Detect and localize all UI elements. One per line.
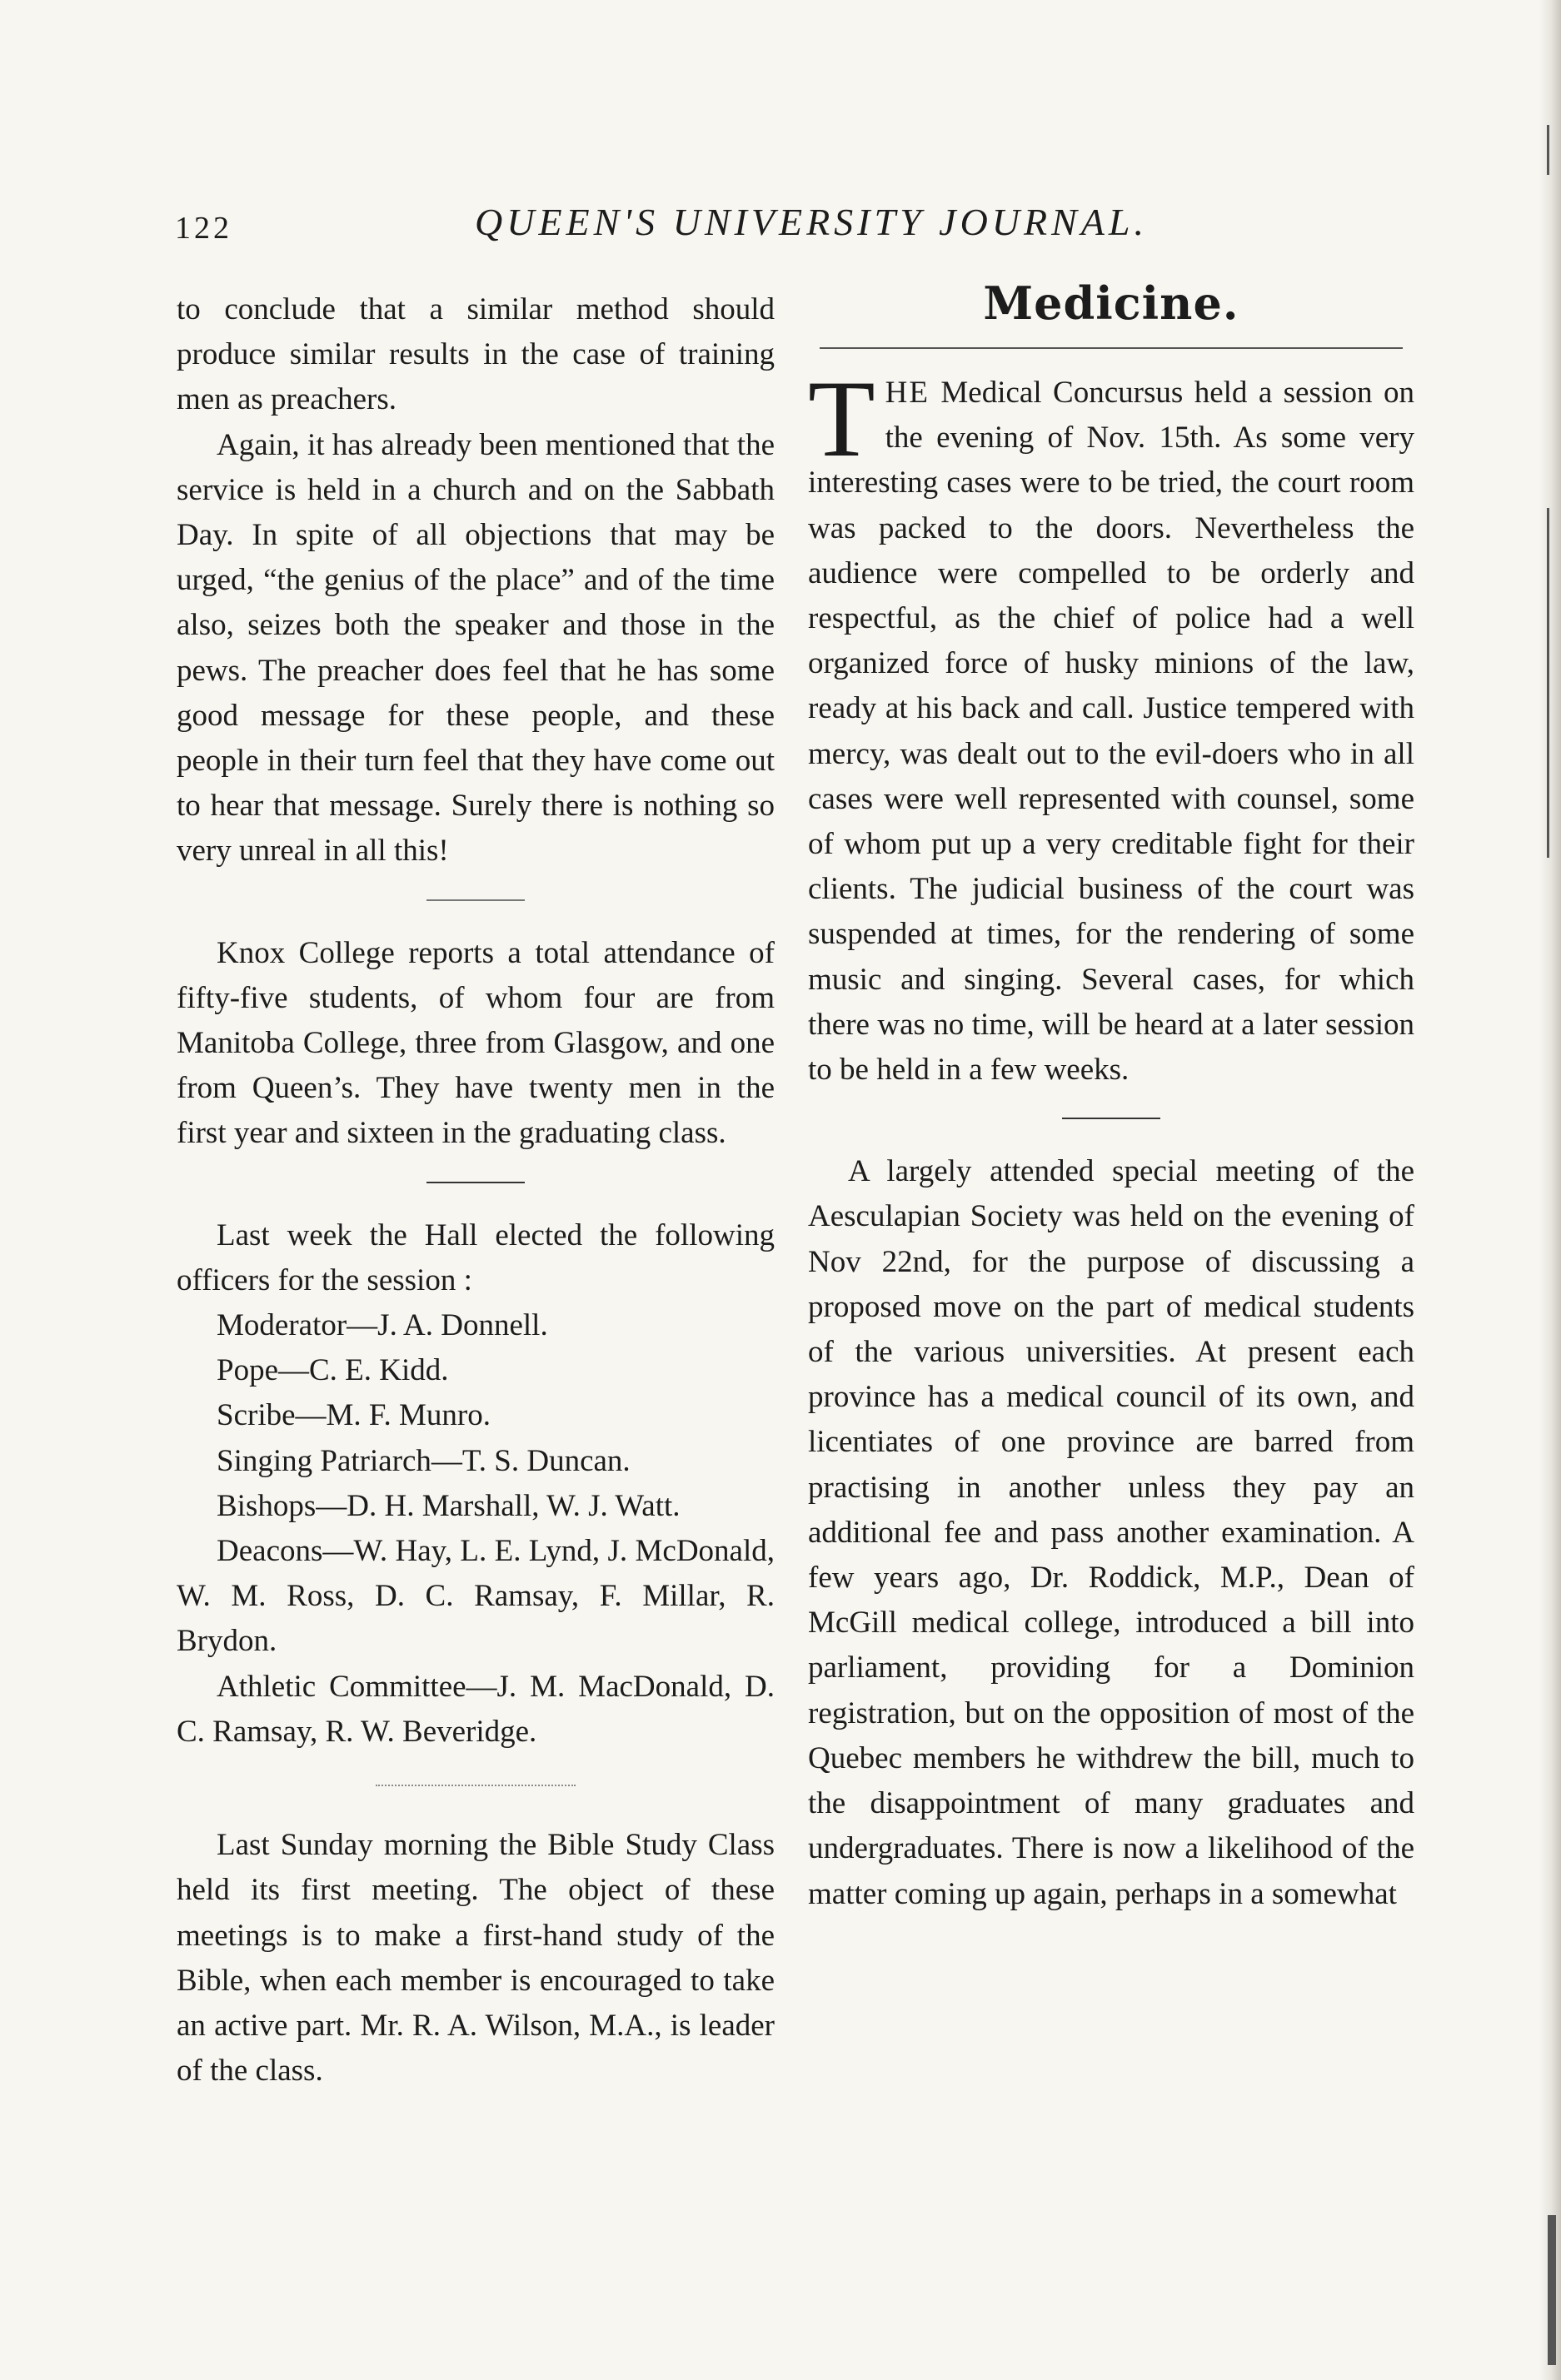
paragraph: to conclude that a similar method should produce similar results in the case of training men as preachers. bbox=[177, 292, 775, 417]
officer-item: Deacons—W. Hay, L. E. Lynd, J. McDonald, W. M. Ross, D. C. Ramsay, F. Millar, R. Brydon. bbox=[177, 1534, 775, 1659]
paragraph: Again, it has already been mentioned that the service is held in a church and on the Sabbath Day. In spite of all objections that may be urged, “the genius of the place” and of the time also, seizes both the speaker and those in the pews. The preacher does feel that he has some good message for these people, and these people in their turn feel that they have come out to hear that message. Surely there is nothing so very unreal in all this! bbox=[177, 427, 775, 869]
paragraph: Last Sunday morning the Bible Study Class held its first meeting. The object of these meetings is to make a first-hand study of the Bible, when each member is encouraged to take an active part. Mr. R. A. Wilson, M.A., is leader of the class. bbox=[177, 1828, 775, 2089]
left-column bbox=[177, 287, 775, 2094]
officer-item: Pope—C. E. Kidd. bbox=[217, 1353, 449, 1388]
title-rule bbox=[820, 347, 1403, 349]
page-edge bbox=[1539, 0, 1561, 2380]
officer-item: Athletic Committee—J. M. MacDonald, D. C. Ramsay, R. W. Beveridge. bbox=[177, 1669, 775, 1749]
section-title: Medicine. bbox=[983, 276, 1239, 330]
paragraph bbox=[808, 357, 1414, 1093]
right-column bbox=[808, 276, 1414, 1917]
page-number: 122 bbox=[175, 211, 232, 246]
officer-item: Scribe—M. F. Munro. bbox=[217, 1398, 491, 1433]
running-title: QUEEN'S UNIVERSITY JOURNAL. bbox=[475, 201, 1148, 243]
section-divider bbox=[426, 1182, 525, 1183]
officer-item: Singing Patriarch—T. S. Duncan. bbox=[217, 1443, 631, 1478]
edge-mark bbox=[1547, 125, 1549, 175]
page-header bbox=[175, 198, 1424, 256]
paragraph: Knox College reports a total attendance of fifty-five students, of whom four are from Manitoba College, three from Glasgow, and one from Queen’s. They have twenty men in the first year and sixteen in the graduating class. bbox=[177, 935, 775, 1151]
drop-cap: T bbox=[808, 357, 875, 480]
section-divider bbox=[426, 899, 525, 901]
officer-item: Moderator—J. A. Donnell. bbox=[217, 1308, 548, 1343]
section-divider bbox=[1062, 1118, 1160, 1119]
officer-list bbox=[177, 1303, 775, 1755]
edge-mark bbox=[1548, 2215, 1556, 2365]
section-divider bbox=[376, 1785, 576, 1786]
paragraph: Last week the Hall elected the following officers for the session : bbox=[177, 1217, 775, 1297]
officer-item: Bishops—D. H. Marshall, W. J. Watt. bbox=[217, 1488, 681, 1523]
edge-mark bbox=[1547, 508, 1549, 858]
lead-word: HE bbox=[885, 376, 930, 410]
paragraph: A largely attended special meeting of the Aesculapian Society was held on the evening of Nov 22nd, for the purpose of discussing a proposed move on the part of medical students of the various universities. At present each province has a medical council of its own, and licentiates of one province are barred from practising in another unless they pay an additional fee and pass another examination. A few years ago, Dr. Roddick, M.P., Dean of McGill medical college, introduced a bill into parliament, providing for a Dominion registration, but on the opposition of most of the Quebec members he withdrew the bill, much to the disappointment of many graduates and undergraduates. There is now a likelihood of the matter coming up again, perhaps in a somewhat bbox=[808, 1154, 1414, 1911]
paragraph-text: Medical Concursus held a session on the evening of Nov. 15th. As some very interesting cases were to be tried, the court room was packed to the doors. Nevertheless the audience were compelled to be orderly and respectful, as the chief of police had a well organized force of husky minions of the law, ready at his back and call. Justice tempered with mercy, was dealt out to the evil-doers who in all cases were well represented with counsel, some of whom put up a very creditable fight for their clients. The judicial business of the court was suspended at times, for the rendering of some music and singing. Several cases, for which there was no time, will be heard at a later session to be held in a few weeks. bbox=[808, 376, 1414, 1088]
